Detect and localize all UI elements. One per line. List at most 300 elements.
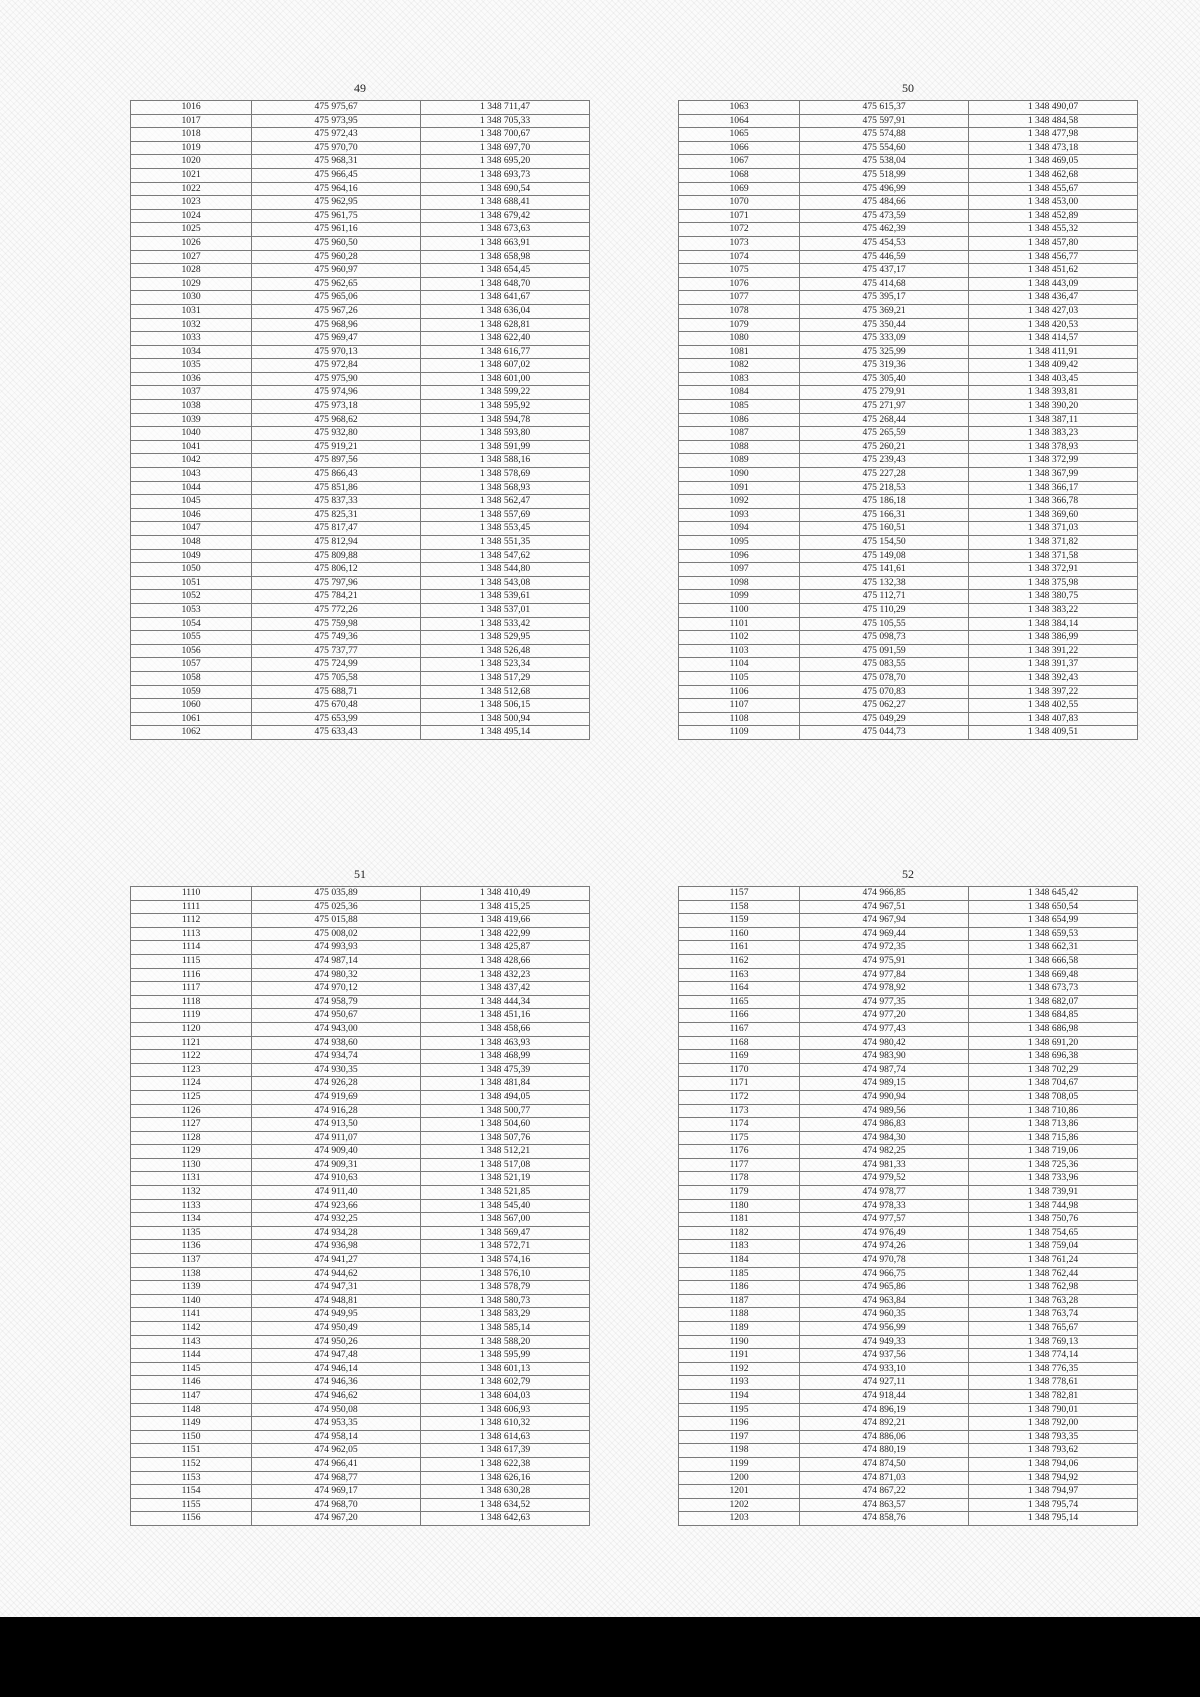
x-coordinate-cell: 474 913,50 — [252, 1118, 421, 1132]
x-coordinate-cell: 474 966,75 — [800, 1267, 969, 1281]
y-coordinate-cell: 1 348 793,62 — [969, 1444, 1138, 1458]
table-row — [679, 1158, 1138, 1172]
point-number-cell: 1030 — [131, 291, 252, 305]
point-number-cell: 1093 — [679, 508, 800, 522]
y-coordinate-cell: 1 348 688,41 — [421, 196, 590, 210]
table-row — [131, 995, 590, 1009]
x-coordinate-cell: 475 574,88 — [800, 128, 969, 142]
table-row — [131, 1444, 590, 1458]
y-coordinate-cell: 1 348 387,11 — [969, 413, 1138, 427]
point-number-cell: 1138 — [131, 1267, 252, 1281]
y-coordinate-cell: 1 348 500,77 — [421, 1104, 590, 1118]
x-coordinate-cell: 475 759,98 — [252, 617, 421, 631]
y-coordinate-cell: 1 348 452,89 — [969, 209, 1138, 223]
y-coordinate-cell: 1 348 769,13 — [969, 1335, 1138, 1349]
table-row — [679, 1471, 1138, 1485]
point-number-cell: 1043 — [131, 468, 252, 482]
point-number-cell: 1089 — [679, 454, 800, 468]
table-row — [679, 168, 1138, 182]
x-coordinate-cell: 474 946,14 — [252, 1362, 421, 1376]
point-number-cell: 1050 — [131, 563, 252, 577]
point-number-cell: 1192 — [679, 1362, 800, 1376]
y-coordinate-cell: 1 348 642,63 — [421, 1512, 590, 1526]
y-coordinate-cell: 1 348 409,51 — [969, 726, 1138, 740]
point-number-cell: 1090 — [679, 468, 800, 482]
table-row — [131, 522, 590, 536]
table-row — [131, 1389, 590, 1403]
table-row — [131, 1240, 590, 1254]
y-coordinate-cell: 1 348 602,79 — [421, 1376, 590, 1390]
table-row — [679, 481, 1138, 495]
y-coordinate-cell: 1 348 648,70 — [421, 277, 590, 291]
y-coordinate-cell: 1 348 658,98 — [421, 250, 590, 264]
y-coordinate-cell: 1 348 673,63 — [421, 223, 590, 237]
point-number-cell: 1027 — [131, 250, 252, 264]
point-number-cell: 1063 — [679, 101, 800, 115]
x-coordinate-cell: 475 446,59 — [800, 250, 969, 264]
point-number-cell: 1128 — [131, 1131, 252, 1145]
table-row — [679, 155, 1138, 169]
y-coordinate-cell: 1 348 697,70 — [421, 141, 590, 155]
x-coordinate-cell: 474 950,26 — [252, 1335, 421, 1349]
x-coordinate-cell: 475 960,97 — [252, 264, 421, 278]
x-coordinate-cell: 475 554,60 — [800, 141, 969, 155]
y-coordinate-cell: 1 348 457,80 — [969, 236, 1138, 250]
point-number-cell: 1057 — [131, 658, 252, 672]
x-coordinate-cell: 474 892,21 — [800, 1417, 969, 1431]
point-number-cell: 1038 — [131, 400, 252, 414]
x-coordinate-cell: 474 943,00 — [252, 1022, 421, 1036]
x-coordinate-cell: 475 484,66 — [800, 196, 969, 210]
x-coordinate-cell: 475 325,99 — [800, 345, 969, 359]
y-coordinate-cell: 1 348 415,25 — [421, 900, 590, 914]
x-coordinate-cell: 474 934,28 — [252, 1226, 421, 1240]
table-row — [131, 1172, 590, 1186]
x-coordinate-cell: 475 518,99 — [800, 168, 969, 182]
table-row — [679, 1240, 1138, 1254]
x-coordinate-cell: 475 897,56 — [252, 454, 421, 468]
table-row — [131, 1199, 590, 1213]
x-coordinate-cell: 475 078,70 — [800, 671, 969, 685]
page-50 — [678, 80, 1138, 740]
point-number-cell: 1054 — [131, 617, 252, 631]
y-coordinate-cell: 1 348 725,36 — [969, 1158, 1138, 1172]
table-row — [679, 1131, 1138, 1145]
table-row — [679, 1090, 1138, 1104]
table-row — [679, 1226, 1138, 1240]
y-coordinate-cell: 1 348 380,75 — [969, 590, 1138, 604]
x-coordinate-cell: 475 319,36 — [800, 359, 969, 373]
point-number-cell: 1152 — [131, 1457, 252, 1471]
table-row — [679, 590, 1138, 604]
table-row — [131, 1512, 590, 1526]
y-coordinate-cell: 1 348 762,44 — [969, 1267, 1138, 1281]
x-coordinate-cell: 474 968,70 — [252, 1498, 421, 1512]
y-coordinate-cell: 1 348 451,62 — [969, 264, 1138, 278]
y-coordinate-cell: 1 348 383,23 — [969, 427, 1138, 441]
y-coordinate-cell: 1 348 428,66 — [421, 954, 590, 968]
point-number-cell: 1053 — [131, 603, 252, 617]
x-coordinate-cell: 475 975,67 — [252, 101, 421, 115]
table-row — [131, 644, 590, 658]
y-coordinate-cell: 1 348 591,99 — [421, 440, 590, 454]
table-row — [679, 1322, 1138, 1336]
x-coordinate-cell: 475 973,95 — [252, 114, 421, 128]
x-coordinate-cell: 475 112,71 — [800, 590, 969, 604]
y-coordinate-cell: 1 348 366,17 — [969, 481, 1138, 495]
x-coordinate-cell: 475 279,91 — [800, 386, 969, 400]
point-number-cell: 1199 — [679, 1457, 800, 1471]
x-coordinate-cell: 475 496,99 — [800, 182, 969, 196]
point-number-cell: 1051 — [131, 576, 252, 590]
point-number-cell: 1046 — [131, 508, 252, 522]
x-coordinate-cell: 475 772,26 — [252, 603, 421, 617]
table-row — [131, 563, 590, 577]
point-number-cell: 1039 — [131, 413, 252, 427]
x-coordinate-cell: 475 968,96 — [252, 318, 421, 332]
coordinates-table — [130, 886, 590, 1526]
table-row — [131, 128, 590, 142]
y-coordinate-cell: 1 348 444,34 — [421, 995, 590, 1009]
point-number-cell: 1130 — [131, 1158, 252, 1172]
y-coordinate-cell: 1 348 523,34 — [421, 658, 590, 672]
table-row — [131, 427, 590, 441]
y-coordinate-cell: 1 348 628,81 — [421, 318, 590, 332]
y-coordinate-cell: 1 348 696,38 — [969, 1050, 1138, 1064]
point-number-cell: 1048 — [131, 536, 252, 550]
table-row — [131, 1322, 590, 1336]
table-row — [679, 1145, 1138, 1159]
table-row — [131, 699, 590, 713]
y-coordinate-cell: 1 348 371,82 — [969, 536, 1138, 550]
x-coordinate-cell: 474 941,27 — [252, 1254, 421, 1268]
y-coordinate-cell: 1 348 700,67 — [421, 128, 590, 142]
y-coordinate-cell: 1 348 568,93 — [421, 481, 590, 495]
point-number-cell: 1024 — [131, 209, 252, 223]
table-row — [679, 631, 1138, 645]
table-row — [679, 209, 1138, 223]
x-coordinate-cell: 474 950,08 — [252, 1403, 421, 1417]
x-coordinate-cell: 474 944,62 — [252, 1267, 421, 1281]
y-coordinate-cell: 1 348 425,87 — [421, 941, 590, 955]
table-row — [131, 1104, 590, 1118]
y-coordinate-cell: 1 348 386,99 — [969, 631, 1138, 645]
y-coordinate-cell: 1 348 679,42 — [421, 209, 590, 223]
page-number: 51 — [354, 867, 366, 881]
x-coordinate-cell: 474 972,35 — [800, 941, 969, 955]
table-row — [131, 454, 590, 468]
y-coordinate-cell: 1 348 436,47 — [969, 291, 1138, 305]
y-coordinate-cell: 1 348 469,05 — [969, 155, 1138, 169]
point-number-cell: 1122 — [131, 1050, 252, 1064]
point-number-cell: 1117 — [131, 982, 252, 996]
x-coordinate-cell: 475 070,83 — [800, 685, 969, 699]
y-coordinate-cell: 1 348 795,74 — [969, 1498, 1138, 1512]
y-coordinate-cell: 1 348 409,42 — [969, 359, 1138, 373]
x-coordinate-cell: 474 858,76 — [800, 1512, 969, 1526]
y-coordinate-cell: 1 348 410,49 — [421, 887, 590, 901]
y-coordinate-cell: 1 348 481,84 — [421, 1077, 590, 1091]
y-coordinate-cell: 1 348 402,55 — [969, 699, 1138, 713]
table-row — [679, 495, 1138, 509]
x-coordinate-cell: 474 926,28 — [252, 1077, 421, 1091]
y-coordinate-cell: 1 348 473,18 — [969, 141, 1138, 155]
table-row — [679, 954, 1138, 968]
point-number-cell: 1098 — [679, 576, 800, 590]
x-coordinate-cell: 474 980,42 — [800, 1036, 969, 1050]
point-number-cell: 1021 — [131, 168, 252, 182]
point-number-cell: 1141 — [131, 1308, 252, 1322]
y-coordinate-cell: 1 348 455,67 — [969, 182, 1138, 196]
x-coordinate-cell: 474 953,35 — [252, 1417, 421, 1431]
point-number-cell: 1031 — [131, 304, 252, 318]
point-number-cell: 1179 — [679, 1186, 800, 1200]
y-coordinate-cell: 1 348 733,96 — [969, 1172, 1138, 1186]
y-coordinate-cell: 1 348 422,99 — [421, 927, 590, 941]
point-number-cell: 1137 — [131, 1254, 252, 1268]
page-number: 49 — [354, 81, 366, 95]
table-row — [131, 1036, 590, 1050]
y-coordinate-cell: 1 348 529,95 — [421, 631, 590, 645]
x-coordinate-cell: 475 083,55 — [800, 658, 969, 672]
table-row — [131, 155, 590, 169]
coordinates-table — [130, 100, 590, 740]
table-row — [131, 1022, 590, 1036]
point-number-cell: 1173 — [679, 1104, 800, 1118]
point-number-cell: 1119 — [131, 1009, 252, 1023]
table-row — [131, 968, 590, 982]
point-number-cell: 1107 — [679, 699, 800, 713]
table-row — [679, 264, 1138, 278]
x-coordinate-cell: 474 977,43 — [800, 1022, 969, 1036]
table-row — [679, 1430, 1138, 1444]
table-row — [131, 1485, 590, 1499]
table-row — [131, 1281, 590, 1295]
y-coordinate-cell: 1 348 484,58 — [969, 114, 1138, 128]
point-number-cell: 1169 — [679, 1050, 800, 1064]
x-coordinate-cell: 475 473,59 — [800, 209, 969, 223]
point-number-cell: 1171 — [679, 1077, 800, 1091]
y-coordinate-cell: 1 348 500,94 — [421, 712, 590, 726]
x-coordinate-cell: 475 265,59 — [800, 427, 969, 441]
x-coordinate-cell: 475 962,95 — [252, 196, 421, 210]
x-coordinate-cell: 474 946,36 — [252, 1376, 421, 1390]
y-coordinate-cell: 1 348 371,58 — [969, 549, 1138, 563]
point-number-cell: 1083 — [679, 372, 800, 386]
table-row — [679, 1294, 1138, 1308]
x-coordinate-cell: 475 035,89 — [252, 887, 421, 901]
y-coordinate-cell: 1 348 572,71 — [421, 1240, 590, 1254]
y-coordinate-cell: 1 348 645,42 — [969, 887, 1138, 901]
table-row — [131, 631, 590, 645]
table-row — [679, 1403, 1138, 1417]
x-coordinate-cell: 475 960,50 — [252, 236, 421, 250]
x-coordinate-cell: 474 938,60 — [252, 1036, 421, 1050]
point-number-cell: 1041 — [131, 440, 252, 454]
x-coordinate-cell: 474 886,06 — [800, 1430, 969, 1444]
y-coordinate-cell: 1 348 588,16 — [421, 454, 590, 468]
y-coordinate-cell: 1 348 372,99 — [969, 454, 1138, 468]
y-coordinate-cell: 1 348 576,10 — [421, 1267, 590, 1281]
y-coordinate-cell: 1 348 641,67 — [421, 291, 590, 305]
table-row — [131, 1457, 590, 1471]
table-row — [131, 914, 590, 928]
y-coordinate-cell: 1 348 512,68 — [421, 685, 590, 699]
point-number-cell: 1045 — [131, 495, 252, 509]
point-number-cell: 1076 — [679, 277, 800, 291]
point-number-cell: 1085 — [679, 400, 800, 414]
point-number-cell: 1170 — [679, 1063, 800, 1077]
table-row — [131, 114, 590, 128]
y-coordinate-cell: 1 348 378,93 — [969, 440, 1138, 454]
x-coordinate-cell: 474 948,81 — [252, 1294, 421, 1308]
table-row — [131, 1009, 590, 1023]
y-coordinate-cell: 1 348 456,77 — [969, 250, 1138, 264]
point-number-cell: 1018 — [131, 128, 252, 142]
point-number-cell: 1182 — [679, 1226, 800, 1240]
table-row — [679, 1118, 1138, 1132]
y-coordinate-cell: 1 348 793,35 — [969, 1430, 1138, 1444]
x-coordinate-cell: 475 806,12 — [252, 563, 421, 577]
point-number-cell: 1172 — [679, 1090, 800, 1104]
point-number-cell: 1026 — [131, 236, 252, 250]
x-coordinate-cell: 474 981,33 — [800, 1158, 969, 1172]
table-row — [131, 386, 590, 400]
x-coordinate-cell: 475 008,02 — [252, 927, 421, 941]
point-number-cell: 1133 — [131, 1199, 252, 1213]
x-coordinate-cell: 475 110,29 — [800, 603, 969, 617]
table-row — [679, 603, 1138, 617]
x-coordinate-cell: 475 454,53 — [800, 236, 969, 250]
point-number-cell: 1136 — [131, 1240, 252, 1254]
point-number-cell: 1033 — [131, 332, 252, 346]
y-coordinate-cell: 1 348 369,60 — [969, 508, 1138, 522]
page-51 — [130, 866, 590, 1526]
point-number-cell: 1168 — [679, 1036, 800, 1050]
point-number-cell: 1044 — [131, 481, 252, 495]
table-row — [679, 386, 1138, 400]
x-coordinate-cell: 475 305,40 — [800, 372, 969, 386]
point-number-cell: 1069 — [679, 182, 800, 196]
table-row — [679, 1199, 1138, 1213]
x-coordinate-cell: 474 947,48 — [252, 1349, 421, 1363]
table-row — [679, 345, 1138, 359]
point-number-cell: 1124 — [131, 1077, 252, 1091]
table-row — [679, 1349, 1138, 1363]
y-coordinate-cell: 1 348 673,73 — [969, 982, 1138, 996]
point-number-cell: 1084 — [679, 386, 800, 400]
point-number-cell: 1162 — [679, 954, 800, 968]
x-coordinate-cell: 475 975,90 — [252, 372, 421, 386]
y-coordinate-cell: 1 348 711,47 — [421, 101, 590, 115]
x-coordinate-cell: 475 968,62 — [252, 413, 421, 427]
point-number-cell: 1109 — [679, 726, 800, 740]
table-row — [679, 617, 1138, 631]
table-row — [131, 685, 590, 699]
y-coordinate-cell: 1 348 391,22 — [969, 644, 1138, 658]
point-number-cell: 1139 — [131, 1281, 252, 1295]
x-coordinate-cell: 474 950,67 — [252, 1009, 421, 1023]
point-number-cell: 1037 — [131, 386, 252, 400]
point-number-cell: 1075 — [679, 264, 800, 278]
table-row — [679, 536, 1138, 550]
table-row — [131, 1118, 590, 1132]
point-number-cell: 1120 — [131, 1022, 252, 1036]
table-row — [679, 1498, 1138, 1512]
y-coordinate-cell: 1 348 763,28 — [969, 1294, 1138, 1308]
point-number-cell: 1079 — [679, 318, 800, 332]
table-row — [131, 1308, 590, 1322]
point-number-cell: 1184 — [679, 1254, 800, 1268]
table-row — [679, 968, 1138, 982]
y-coordinate-cell: 1 348 392,43 — [969, 671, 1138, 685]
x-coordinate-cell: 475 044,73 — [800, 726, 969, 740]
y-coordinate-cell: 1 348 666,58 — [969, 954, 1138, 968]
point-number-cell: 1177 — [679, 1158, 800, 1172]
y-coordinate-cell: 1 348 574,16 — [421, 1254, 590, 1268]
x-coordinate-cell: 474 958,14 — [252, 1430, 421, 1444]
y-coordinate-cell: 1 348 610,32 — [421, 1417, 590, 1431]
x-coordinate-cell: 475 633,43 — [252, 726, 421, 740]
y-coordinate-cell: 1 348 795,14 — [969, 1512, 1138, 1526]
table-row — [679, 658, 1138, 672]
y-coordinate-cell: 1 348 477,98 — [969, 128, 1138, 142]
point-number-cell: 1071 — [679, 209, 800, 223]
coordinates-table — [678, 886, 1138, 1526]
x-coordinate-cell: 474 918,44 — [800, 1389, 969, 1403]
y-coordinate-cell: 1 348 702,29 — [969, 1063, 1138, 1077]
y-coordinate-cell: 1 348 517,08 — [421, 1158, 590, 1172]
x-coordinate-cell: 474 909,40 — [252, 1145, 421, 1159]
table-row — [131, 536, 590, 550]
x-coordinate-cell: 475 784,21 — [252, 590, 421, 604]
point-number-cell: 1101 — [679, 617, 800, 631]
y-coordinate-cell: 1 348 521,85 — [421, 1186, 590, 1200]
point-number-cell: 1061 — [131, 712, 252, 726]
y-coordinate-cell: 1 348 626,16 — [421, 1471, 590, 1485]
table-row — [679, 277, 1138, 291]
x-coordinate-cell: 475 967,26 — [252, 304, 421, 318]
x-coordinate-cell: 475 962,65 — [252, 277, 421, 291]
table-row — [679, 914, 1138, 928]
x-coordinate-cell: 474 863,57 — [800, 1498, 969, 1512]
point-number-cell: 1113 — [131, 927, 252, 941]
table-row — [131, 1090, 590, 1104]
point-number-cell: 1164 — [679, 982, 800, 996]
table-row — [679, 1512, 1138, 1526]
y-coordinate-cell: 1 348 427,03 — [969, 304, 1138, 318]
x-coordinate-cell: 474 874,50 — [800, 1457, 969, 1471]
point-number-cell: 1047 — [131, 522, 252, 536]
y-coordinate-cell: 1 348 614,63 — [421, 1430, 590, 1444]
point-number-cell: 1023 — [131, 196, 252, 210]
y-coordinate-cell: 1 348 494,05 — [421, 1090, 590, 1104]
table-row — [679, 304, 1138, 318]
table-row — [679, 413, 1138, 427]
x-coordinate-cell: 475 260,21 — [800, 440, 969, 454]
point-number-cell: 1134 — [131, 1213, 252, 1227]
table-row — [679, 1267, 1138, 1281]
x-coordinate-cell: 474 911,07 — [252, 1131, 421, 1145]
point-number-cell: 1203 — [679, 1512, 800, 1526]
point-number-cell: 1028 — [131, 264, 252, 278]
x-coordinate-cell: 474 978,77 — [800, 1186, 969, 1200]
point-number-cell: 1175 — [679, 1131, 800, 1145]
table-row — [131, 1158, 590, 1172]
table-row — [679, 1335, 1138, 1349]
x-coordinate-cell: 474 966,41 — [252, 1457, 421, 1471]
x-coordinate-cell: 474 962,05 — [252, 1444, 421, 1458]
